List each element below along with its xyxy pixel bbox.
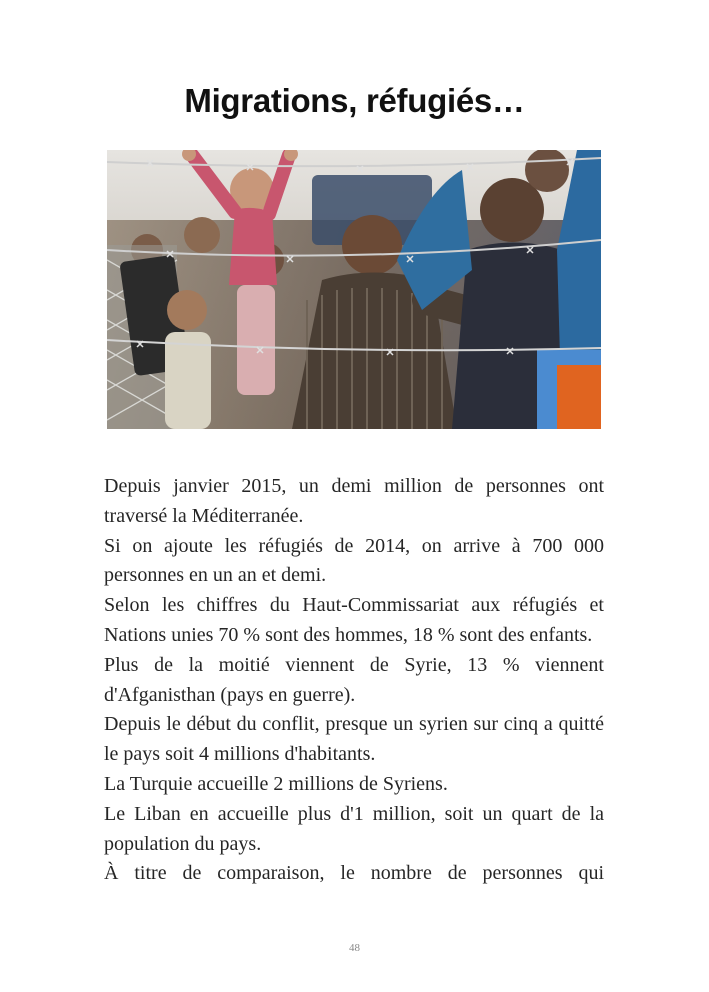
paragraph: La Turquie accueille 2 millions de Syriens.	[104, 772, 448, 795]
refugees-photo-illustration	[107, 150, 601, 429]
page-title: Migrations, réfugiés…	[184, 82, 525, 119]
paragraph: Le Liban en accueille plus d'1 million, soit un quart de la population du pays.	[104, 802, 604, 855]
paragraph: Depuis janvier 2015, un demi million de personnes ont traversé la Méditerranée.	[104, 475, 604, 527]
refugees-photo	[107, 150, 601, 429]
page-number: 48	[349, 942, 360, 954]
paragraph: Selon les chiffres du Haut-Commissariat aux réfugiés et Nations unies 70 % sont des hommes, 18 % sont des enfants.	[104, 594, 604, 646]
paragraph: Plus de la moitié viennent de Syrie, 13 % viennent d'Afganisthan (pays en guerre).	[104, 653, 604, 706]
body-text	[104, 472, 604, 889]
paragraph: Si on ajoute les réfugiés de 2014, on arrive à 700 000 personnes en un an et demi.	[104, 534, 604, 587]
paragraph: À titre de comparaison, le nombre de personnes qui	[104, 862, 604, 885]
paragraph: Depuis le début du conflit, presque un syrien sur cinq a quitté le pays soit 4 millions d'habitants.	[104, 713, 604, 766]
